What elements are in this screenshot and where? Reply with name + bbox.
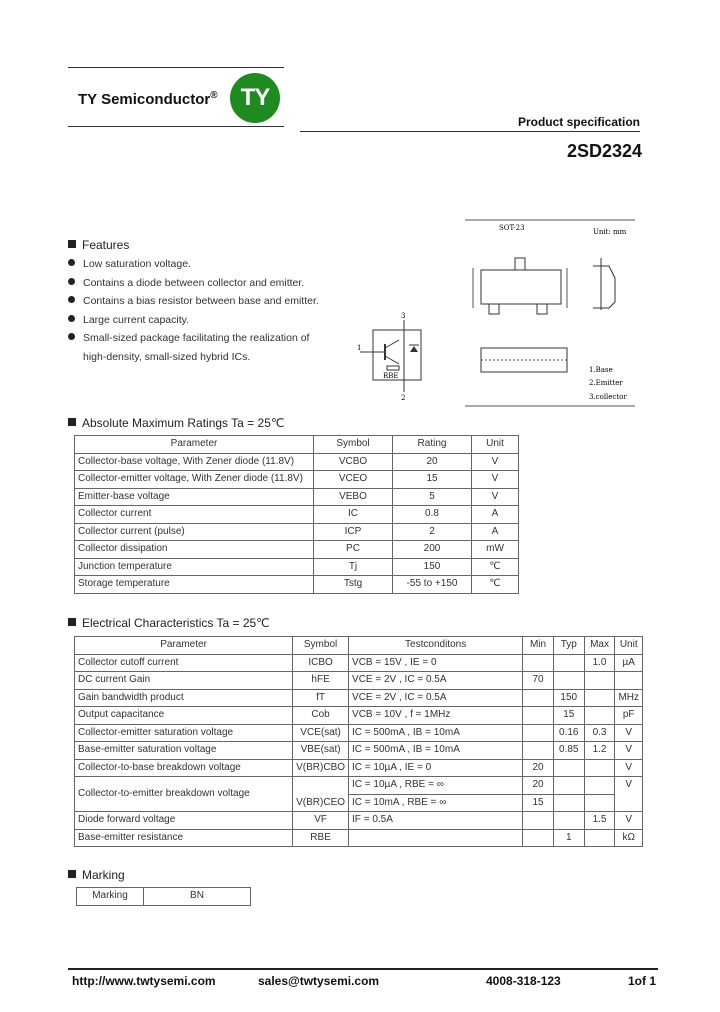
cell-min: 20 [523, 759, 554, 777]
table-row [75, 724, 643, 742]
doc-type: Product specification [517, 115, 640, 129]
header-top-rule [68, 67, 284, 68]
cell-conditions: VCE = 2V , IC = 0.5A [349, 689, 523, 707]
cell-symbol: RBE [293, 829, 349, 847]
cell-parameter: Collector dissipation [75, 541, 314, 559]
marking-value: BN [144, 888, 251, 906]
cell-typ: 15 [553, 707, 584, 725]
cell-symbol: ICBO [293, 654, 349, 672]
cell-typ: 150 [553, 689, 584, 707]
cell-typ: 1 [553, 829, 584, 847]
footer-email-link[interactable]: sales@twtysemi.com [258, 974, 380, 988]
pin-1-label: 1 [357, 344, 362, 352]
marking-label: Marking [77, 888, 144, 906]
cell-max: 1.2 [584, 742, 615, 760]
cell-max [584, 794, 615, 812]
cell-rating: -55 to +150 [393, 576, 472, 594]
part-number: 2SD2324 [566, 141, 642, 161]
col-parameter: Parameter [75, 436, 314, 454]
marking-table [76, 887, 251, 906]
cell-rating: 5 [393, 488, 472, 506]
table-row [75, 523, 519, 541]
cell-typ: 0.85 [553, 742, 584, 760]
header-mid-rule [68, 126, 284, 127]
elec-table [74, 636, 643, 847]
table-row [75, 829, 643, 847]
cell-max [584, 689, 615, 707]
pin-2-label: 2 [401, 394, 406, 402]
cell-parameter: DC current Gain [75, 672, 293, 690]
feature-item: Contains a bias resistor between base and emitter. [68, 295, 319, 307]
bullet-square-icon [68, 418, 76, 426]
cell-unit: ℃ [472, 576, 519, 594]
table-row [75, 558, 519, 576]
cell-parameter: Collector current (pulse) [75, 523, 314, 541]
cell-min [523, 724, 554, 742]
cell-parameter: Collector-to-base breakdown voltage [75, 759, 293, 777]
cell-unit: mW [472, 541, 519, 559]
table-row [75, 654, 643, 672]
cell-typ [553, 672, 584, 690]
cell-unit: V [472, 488, 519, 506]
cell-symbol: VBE(sat) [293, 742, 349, 760]
cell-symbol: IC [314, 506, 393, 524]
cell-symbol: PC [314, 541, 393, 559]
ty-logo: TY [230, 73, 280, 123]
col-unit: Unit [472, 436, 519, 454]
table-row [75, 506, 519, 524]
feature-item-continuation: high-density, small-sized hybrid ICs. [83, 351, 251, 363]
cell-symbol: VCEO [314, 471, 393, 489]
pin-3-label: 3 [401, 312, 406, 320]
table-row [75, 471, 519, 489]
cell-parameter: Output capacitance [75, 707, 293, 725]
table-row [75, 488, 519, 506]
cell-unit: kΩ [615, 829, 643, 847]
bullet-dot-icon [68, 278, 75, 285]
table-row [75, 453, 519, 471]
pin-base-label: 1.Base [589, 366, 613, 374]
cell-typ [553, 777, 584, 795]
cell-parameter: Base-emitter saturation voltage [75, 742, 293, 760]
col-conditions: Testconditons [349, 637, 523, 655]
col-unit: Unit [615, 637, 643, 655]
cell-conditions: IC = 500mA , IB = 10mA [349, 742, 523, 760]
cell-typ [553, 654, 584, 672]
cell-unit: V [615, 777, 643, 812]
bullet-dot-icon [68, 315, 75, 322]
cell-unit: pF [615, 707, 643, 725]
table-row [75, 707, 643, 725]
col-rating: Rating [393, 436, 472, 454]
cell-unit: V [615, 812, 643, 830]
cell-min [523, 707, 554, 725]
cell-parameter: Collector-to-emitter breakdown voltage [75, 777, 293, 812]
table-row [75, 672, 643, 690]
pin-emitter-label: 2.Emitter [589, 379, 623, 387]
bullet-square-icon [68, 240, 76, 248]
cell-symbol: VF [293, 812, 349, 830]
elec-heading: Electrical Characteristics Ta = 25℃ [68, 616, 270, 630]
cell-rating: 150 [393, 558, 472, 576]
table-row [75, 759, 643, 777]
bullet-dot-icon [68, 296, 75, 303]
cell-typ [553, 794, 584, 812]
cell-parameter: Gain bandwidth product [75, 689, 293, 707]
cell-min: 70 [523, 672, 554, 690]
cell-conditions: VCE = 2V , IC = 0.5A [349, 672, 523, 690]
package-outline-diagram [465, 218, 635, 408]
cell-unit: V [615, 724, 643, 742]
cell-conditions [349, 829, 523, 847]
cell-max [584, 829, 615, 847]
footer-website-link[interactable]: http://www.twtysemi.com [72, 974, 216, 988]
col-symbol: Symbol [293, 637, 349, 655]
bullet-dot-icon [68, 259, 75, 266]
cell-max: 1.0 [584, 654, 615, 672]
cell-parameter: Base-emitter resistance [75, 829, 293, 847]
cell-min [523, 812, 554, 830]
cell-max [584, 759, 615, 777]
cell-parameter: Collector-emitter saturation voltage [75, 724, 293, 742]
cell-unit: A [472, 506, 519, 524]
cell-max [584, 672, 615, 690]
cell-unit: V [472, 471, 519, 489]
cell-symbol: fT [293, 689, 349, 707]
cell-rating: 0.8 [393, 506, 472, 524]
col-typ: Typ [553, 637, 584, 655]
table-header-row [75, 637, 643, 655]
table-row [75, 541, 519, 559]
cell-parameter: Storage temperature [75, 576, 314, 594]
table-row [75, 576, 519, 594]
table-row [75, 777, 643, 795]
cell-unit: A [472, 523, 519, 541]
cell-conditions: IC = 10mA , RBE = ∞ [349, 794, 523, 812]
header-right-rule [300, 131, 640, 132]
cell-parameter: Junction temperature [75, 558, 314, 576]
cell-rating: 20 [393, 453, 472, 471]
cell-typ [553, 812, 584, 830]
col-symbol: Symbol [314, 436, 393, 454]
abs-max-table [74, 435, 519, 594]
abs-max-heading: Absolute Maximum Ratings Ta = 25℃ [68, 416, 284, 430]
bullet-square-icon [68, 618, 76, 626]
cell-parameter: Collector cutoff current [75, 654, 293, 672]
cell-max: 1.5 [584, 812, 615, 830]
cell-min [523, 742, 554, 760]
footer-phone: 4008-318-123 [486, 974, 561, 988]
cell-symbol: ICP [314, 523, 393, 541]
cell-unit: µA [615, 654, 643, 672]
pin-collector-label: 3.collector [589, 393, 627, 401]
bullet-dot-icon [68, 333, 75, 340]
table-row [75, 742, 643, 760]
cell-unit: ℃ [472, 558, 519, 576]
cell-typ [553, 759, 584, 777]
cell-rating: 200 [393, 541, 472, 559]
cell-conditions: IC = 500mA , IB = 10mA [349, 724, 523, 742]
cell-symbol: V(BR)CEO [293, 777, 349, 812]
cell-unit: V [472, 453, 519, 471]
marking-heading: Marking [68, 868, 125, 882]
cell-symbol: VEBO [314, 488, 393, 506]
cell-unit: MHz [615, 689, 643, 707]
col-max: Max [584, 637, 615, 655]
cell-max: 0.3 [584, 724, 615, 742]
cell-unit: V [615, 759, 643, 777]
col-min: Min [523, 637, 554, 655]
brand-name: TY Semiconductor® [78, 90, 218, 108]
cell-rating: 2 [393, 523, 472, 541]
cell-parameter: Diode forward voltage [75, 812, 293, 830]
cell-parameter: Collector current [75, 506, 314, 524]
footer-page-number: 1of 1 [628, 974, 657, 988]
cell-parameter: Collector-base voltage, With Zener diode (11.8V) [75, 453, 314, 471]
table-row [77, 888, 251, 906]
table-header-row [75, 436, 519, 454]
cell-min [523, 829, 554, 847]
cell-unit: V [615, 742, 643, 760]
cell-min [523, 654, 554, 672]
cell-conditions: VCB = 10V , f = 1MHz [349, 707, 523, 725]
feature-item: Low saturation voltage. [68, 258, 191, 270]
cell-min [523, 689, 554, 707]
cell-min: 15 [523, 794, 554, 812]
circuit-symbol-diagram [355, 310, 435, 405]
feature-item: Small-sized package facilitating the realization of [68, 332, 309, 344]
cell-conditions: IC = 10µA , RBE = ∞ [349, 777, 523, 795]
cell-symbol: hFE [293, 672, 349, 690]
cell-max [584, 777, 615, 795]
package-name: SOT-23 [499, 224, 525, 232]
cell-symbol: V(BR)CBO [293, 759, 349, 777]
cell-parameter: Emitter-base voltage [75, 488, 314, 506]
cell-unit [615, 672, 643, 690]
cell-symbol: Cob [293, 707, 349, 725]
cell-rating: 15 [393, 471, 472, 489]
table-row [75, 689, 643, 707]
cell-symbol: Tstg [314, 576, 393, 594]
feature-item: Large current capacity. [68, 314, 189, 326]
cell-min: 20 [523, 777, 554, 795]
cell-conditions: IF = 0.5A [349, 812, 523, 830]
cell-conditions: VCB = 15V , IE = 0 [349, 654, 523, 672]
cell-max [584, 707, 615, 725]
col-parameter: Parameter [75, 637, 293, 655]
package-unit: Unit: mm [593, 228, 627, 236]
feature-item: Contains a diode between collector and emitter. [68, 277, 304, 289]
cell-conditions: IC = 10µA , IE = 0 [349, 759, 523, 777]
table-row [75, 812, 643, 830]
cell-symbol: Tj [314, 558, 393, 576]
cell-symbol: VCE(sat) [293, 724, 349, 742]
features-heading: Features [68, 238, 129, 252]
rbe-label: RBE [383, 372, 399, 380]
footer-rule [68, 968, 658, 970]
cell-parameter: Collector-emitter voltage, With Zener diode (11.8V) [75, 471, 314, 489]
cell-symbol: VCBO [314, 453, 393, 471]
bullet-square-icon [68, 870, 76, 878]
cell-typ: 0.16 [553, 724, 584, 742]
